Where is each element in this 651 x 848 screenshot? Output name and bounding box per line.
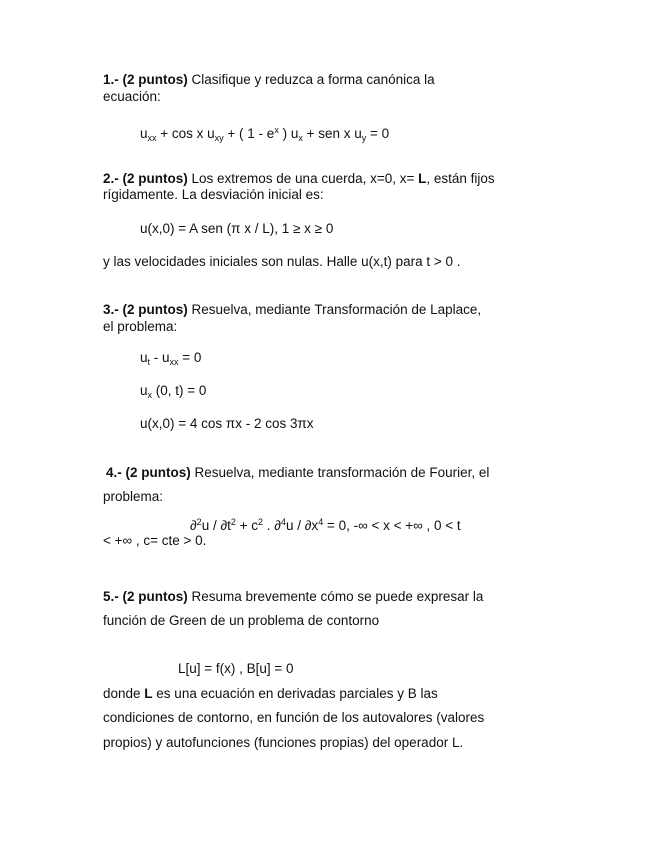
q2-line-3: y las velocidades iniciales son nulas. Halle u(x,t) para t > 0 . [103,254,461,269]
q2-equation: u(x,0) = A sen (π x / L), 1 ≥ x ≥ 0 [140,221,334,236]
q5-line-5: propios) y autofunciones (funciones propias) del operador L. [103,735,464,750]
q3-line-2: el problema: [103,319,178,334]
q2-number: 2.- (2 puntos) [103,171,188,186]
q4-number: 4.- (2 puntos) [106,465,191,480]
q5-line-2: función de Green de un problema de contorno [103,613,380,628]
q1-equation: $u_{xx} + \cos x$ $u_{xy}$ + ( $1 - e^x$ ) $u_x$ + sen x $u_y = 0$ [140,125,390,143]
q2-line-2: rígidamente. La desviación inicial es: [103,187,324,202]
q3-equation-3: u(x,0) = 4 cos πx - 2 cos 3πx [140,416,314,431]
q5-line-3: donde L es una ecuación en derivadas parciales y B las [103,686,438,701]
q1-statement: Clasifique y reduzca a forma canónica la [187,72,435,87]
q5-line-4: condiciones de contorno, en función de los autovalores (valores [103,710,485,725]
q1-number: 1.- (2 puntos) [103,72,188,87]
q5-line-1: 5.- (2 puntos) Resuma brevemente cómo se puede expresar la [103,589,484,604]
q1-line-2: ecuación: [103,89,161,104]
q3-line-1: 3.- (2 puntos) Resuelva, mediante Transformación de Laplace, [103,302,482,317]
q3-equation-2: $u_x$ (0, t) = 0 [140,383,207,400]
q4-line-1: 4.- (2 puntos) Resuelva, mediante transformación de Fourier, el [106,465,490,480]
q2-line-1: 2.- (2 puntos) Los extremos de una cuerda, x=0, x= L, están fijos [103,171,495,186]
q5-equation: L[u] = f(x) , B[u] = 0 [178,661,294,676]
q1-line-1 [103,72,435,88]
q3-equation-1: $u_t - u_{xx} = 0$ [140,350,202,367]
q4-equation: $\partial^2u / \partial t^2 + c^2$ . $\partial^4u / \partial x^4 = 0$, -∞ < x < +∞ , 0 < t [190,517,461,533]
q4-line-2: problema: [103,489,164,504]
q5-number: 5.- (2 puntos) [103,589,188,604]
q4-equation-continued: < +∞ , c= cte > 0. [103,533,207,548]
q3-number: 3.- (2 puntos) [103,302,188,317]
